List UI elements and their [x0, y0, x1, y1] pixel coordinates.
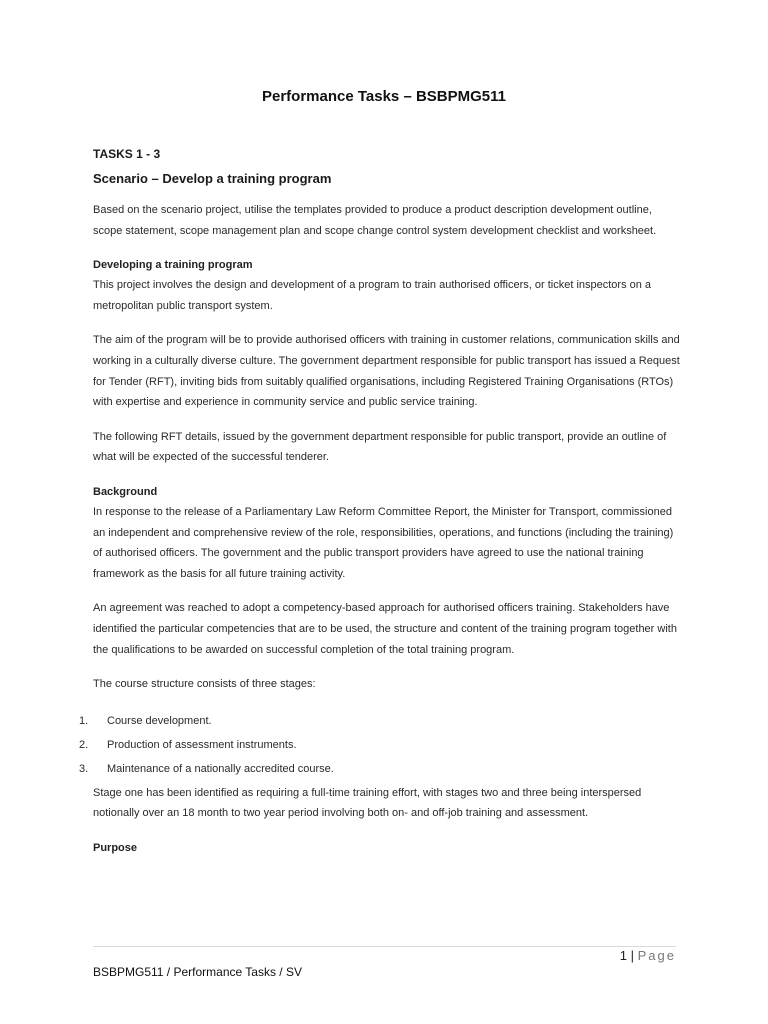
footer-divider — [93, 946, 676, 947]
course-intro-paragraph: The course structure consists of three stages: — [93, 678, 316, 691]
list-text: Course development. — [107, 714, 212, 727]
page-number — [620, 948, 676, 963]
list-number: 3. — [79, 762, 89, 775]
list-item — [79, 709, 683, 733]
aim-paragraph: The aim of the program will be to provide authorised officers with training in customer relations, communication skills and working in a culturally diverse culture. The government department responsible for public transport has issued a Request for Tender (RFT), inviting bids from suitably qualified organisations, including Registered Training Organisations (RTOs) with expertise and experience in community service and public service training. — [93, 334, 680, 409]
page-number-value: 1 — [619, 948, 627, 963]
rft-paragraph: The following RFT details, issued by the government department responsible for public transport, provide an outline of what will be expected of the successful tenderer. — [93, 430, 667, 464]
document-title: Performance Tasks – BSBPMG511 — [261, 88, 506, 105]
list-number: 1. — [79, 714, 89, 727]
stages-list — [79, 709, 683, 781]
developing-heading: Developing a training program — [93, 259, 253, 272]
list-text: Maintenance of a nationally accredited course. — [107, 762, 334, 775]
list-item — [79, 757, 683, 781]
list-number: 2. — [79, 738, 89, 751]
background-heading: Background — [93, 485, 158, 498]
footer-text: BSBPMG511 / Performance Tasks / SV — [93, 965, 302, 979]
document-body — [79, 147, 683, 858]
background-paragraph: In response to the release of a Parliamentary Law Reform Committee Report, the Minister for Transport, commissioned an independent and comprehensive review of the role, responsibilities, operations, and functions (including the training) of authorised officers. The government and the public transport providers have agreed to use the national training framework as the basis for all future training activity. — [93, 505, 674, 580]
tasks-heading: TASKS 1 - 3 — [93, 147, 161, 161]
stage-one-paragraph: Stage one has been identified as requiring a full-time training effort, with stages two and three being interspersed notionally over an 18 month to two year period involving both on- and off-job training and assessment. — [93, 786, 642, 820]
developing-paragraph: This project involves the design and development of a program to train authorised officers, or ticket inspectors on a metropolitan public transport system. — [93, 279, 652, 312]
purpose-heading: Purpose — [93, 841, 138, 854]
page-separator: | — [630, 948, 634, 963]
list-text: Production of assessment instruments. — [107, 738, 297, 751]
scenario-heading: Scenario – Develop a training program — [93, 171, 332, 186]
intro-paragraph: Based on the scenario project, utilise the templates provided to produce a product description development outline, scope statement, scope management plan and scope change control system development checklist and worksheet. — [93, 204, 657, 237]
list-item — [79, 733, 683, 757]
page-word: Page — [637, 948, 676, 963]
agreement-paragraph: An agreement was reached to adopt a competency-based approach for authorised officers training. Stakeholders have identified the particular competencies that are to be used, the structure and content of the training program together with the qualifications to be awarded on successful completion of the total training program. — [93, 602, 677, 656]
